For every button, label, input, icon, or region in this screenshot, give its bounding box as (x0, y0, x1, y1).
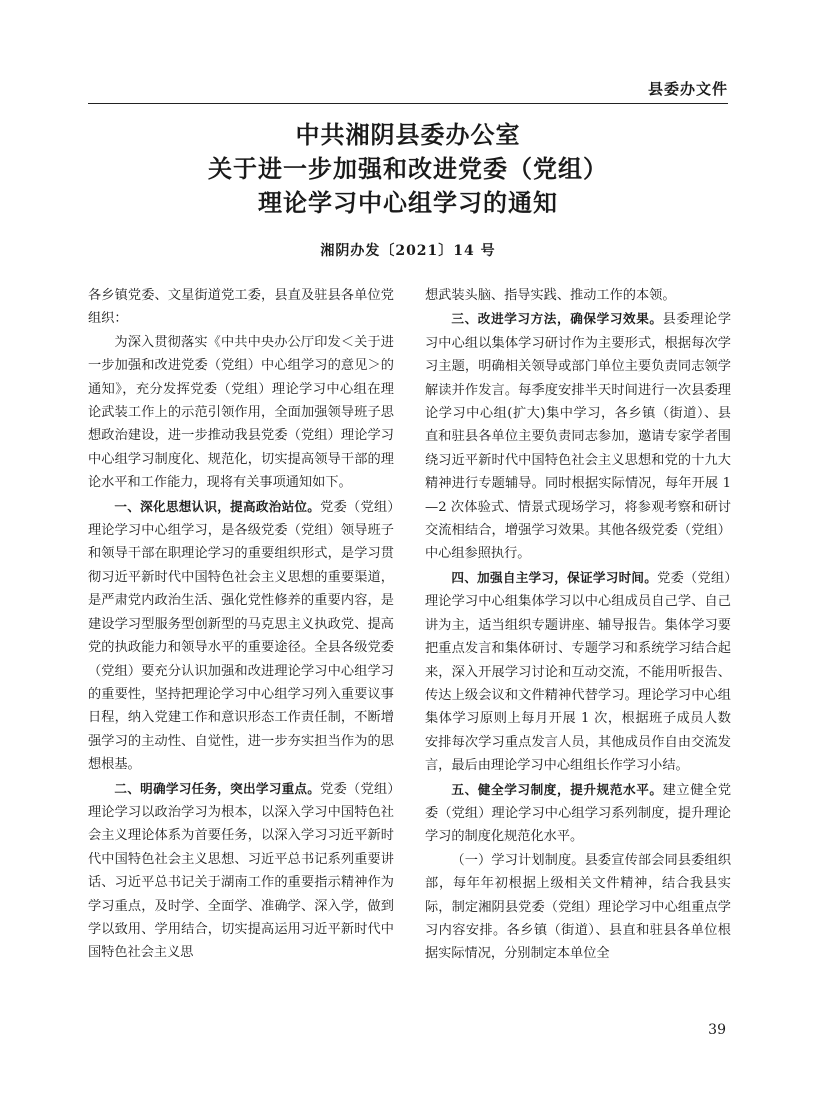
section-1 (88, 495, 394, 777)
page-number: 39 (708, 1022, 726, 1038)
title-line-1: 中共湘阴县委办公室 (295, 120, 521, 149)
section-3-text: 县委理论学习中心组以集体学习研讨作为主要形式，根据每次学习主题，明确相关领导或部门单位主要负责同志领学解读并作发言。每季度安排半天时间进行一次县委理论学习中心组(扩大)集中学习，各乡镇（街道）、县直和驻县各单位主要负责同志参加，邀请专家学者围绕习近平新时代中国特色社会主义思想和党的十九大精神进行专题辅导。同时根据实际情况，每年开展 1—2 次体验式、情景式现场学习，将参观考察和研讨交流相结合，增强学习效果。其他各级党委（党组）中心组参照执行。 (425, 312, 732, 562)
section-5-text: 建立健全党委（党组）理论学习中心组学习系列制度，提升理论学习的制度化规范化水平。 (425, 782, 732, 845)
section-5-1-text: 县委宣传部会同县委组织部，每年年初根据上级相关文件精神，结合我县实际，制定湘阴县党委（党组）理论学习中心组重点学习内容安排。各乡镇（街道）、县直和驻县各单位根据实际情况，分别制定本单位全 (425, 852, 732, 962)
section-3 (425, 307, 731, 565)
section-2 (88, 777, 394, 965)
section-2-heading: 二、明确学习任务，突出学习重点。 (114, 780, 321, 796)
section-4 (425, 566, 731, 778)
section-1-text: 党委（党组）理论学习中心组学习，是各级党委（党组）领导班子和领导干部在职理论学习的重要组织形式，是学习贯彻习近平新时代中国特色社会主义思想的重要渠道，是严肃党内政治生活、强化党性修养的重要内容，是建设学习型服务型创新型的马克思主义执政党、提高党的执政能力和领导水平的重要途径。全县各级党委（党组）要充分认识加强和改进理论学习中心组学习的重要性，坚持把理论学习中心组学习列入重要议事日程，纳入党建工作和意识形态工作责任制，不断增强学习的主动性、自觉性，进一步夯实担当作为的思想根基。 (88, 499, 394, 773)
addressee: 各乡镇党委、文星街道党工委，县直及驻县各单位党组织： (88, 288, 394, 327)
section-5-heading: 五、健全学习制度，提升规范水平。 (451, 781, 663, 797)
section-4-text: 党委（党组）理论学习中心组集体学习以中心组成员自己学、自己讲为主，适当组织专题讲座、辅导报告。集体学习要把重点发言和集体研讨、专题学习和系统学习结合起来，深入开展学习讨论和互动交流，不能用听报告、传达上级会议和文件精神代替学习。理论学习中心组集体学习原则上每月开展 1 次，根据班子成员人数安排每次学习重点发言人员，其他成员作自由交流发言，最后由理论学习中心组组长作学习小结。 (425, 570, 731, 774)
section-2-continuation: 想武装头脑、指导实践、推动工作的本领。 (425, 288, 676, 303)
section-2-text: 党委（党组）理论学习以政治学习为根本，以深入学习中国特色社会主义理论体系为首要任务，以深入学习习近平新时代中国特色社会主义思想、习近平总书记系列重要讲话、习近平总书记关于湖南工作的重要指示精神作为学习重点，及时学、全面学、准确学、深入学，做到学以致用、学用结合，切实提高运用习近平新时代中国特色社会主义思 (88, 781, 394, 961)
document-number: 湘阴办发〔2021〕14 号 (320, 243, 496, 259)
section-label: 县委办文件 (647, 80, 728, 98)
document-title (88, 118, 728, 220)
intro-paragraph: 为深入贯彻落实《中共中央办公厅印发＜关于进一步加强和改进党委（党组）中心组学习的意见＞的通知》，充分发挥党委（党组）理论学习中心组在理论武装工作上的示范引领作用，全面加强领导班子思想政治建设，进一步推动我县党委（党组）理论学习中心组学习制度化、规范化，切实提高领导干部的理论水平和工作能力，现将有关事项通知如下。 (88, 334, 394, 491)
right-column (425, 284, 731, 966)
section-5-1-heading: （一）学习计划制度。 (451, 852, 585, 868)
section-5 (425, 778, 731, 849)
left-column (88, 284, 394, 965)
title-line-2: 关于进一步加强和改进党委（党组） (208, 154, 608, 183)
section-1-heading: 一、深化思想认识，提高政治站位。 (114, 498, 321, 514)
section-5-1 (425, 849, 731, 966)
section-4-heading: 四、加强自主学习，保证学习时间。 (451, 569, 658, 585)
header-divider (88, 103, 728, 104)
title-line-3: 理论学习中心组学习的通知 (258, 188, 558, 217)
section-3-heading: 三、改进学习方法，确保学习效果。 (451, 311, 663, 327)
